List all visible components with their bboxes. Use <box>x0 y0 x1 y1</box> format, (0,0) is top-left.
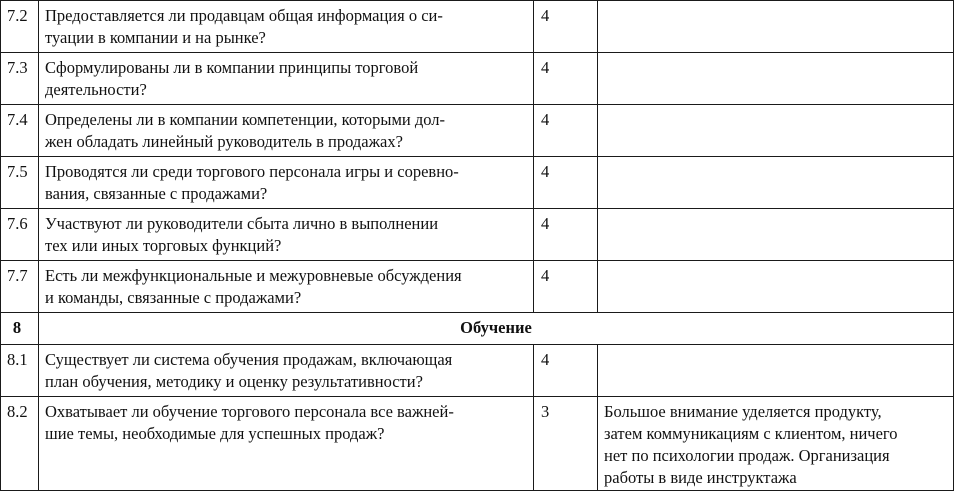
comment-text <box>598 209 954 261</box>
question-text: Существует ли система обучения продажам, включающая план обучения, методику и оценку результативности? <box>39 345 534 397</box>
table-row <box>1 105 954 157</box>
item-number: 7.3 <box>1 53 39 105</box>
section-header-row <box>1 313 954 345</box>
table-row <box>1 397 954 491</box>
score-value: 4 <box>534 209 598 261</box>
score-value: 4 <box>534 53 598 105</box>
question-text: Определены ли в компании компетенции, которыми дол- жен обладать линейный руководитель в продажах? <box>39 105 534 157</box>
comment-text <box>598 157 954 209</box>
comment-text <box>598 53 954 105</box>
comment-text <box>598 105 954 157</box>
item-number: 8.2 <box>1 397 39 491</box>
table-row <box>1 261 954 313</box>
question-text: Охватывает ли обучение торгового персонала все важней- шие темы, необходимые для успешных продаж? <box>39 397 534 491</box>
section-title: Обучение <box>39 313 954 345</box>
question-text: Сформулированы ли в компании принципы торговой деятельности? <box>39 53 534 105</box>
item-number: 7.6 <box>1 209 39 261</box>
question-text: Есть ли межфункциональные и межуровневые обсуждения и команды, связанные с продажами? <box>39 261 534 313</box>
comment-text <box>598 1 954 53</box>
comment-text: Большое внимание уделяется продукту, затем коммуникациям с клиентом, ничего нет по психологии продаж. Организация работы в виде инструктажа <box>598 397 954 491</box>
question-text: Участвуют ли руководители сбыта лично в выполнении тех или иных торговых функций? <box>39 209 534 261</box>
question-text: Предоставляется ли продавцам общая информация о си- туации в компании и на рынке? <box>39 1 534 53</box>
item-number: 7.7 <box>1 261 39 313</box>
score-value: 4 <box>534 261 598 313</box>
item-number: 7.4 <box>1 105 39 157</box>
item-number: 8.1 <box>1 345 39 397</box>
question-text: Проводятся ли среди торгового персонала игры и соревно- вания, связанные с продажами? <box>39 157 534 209</box>
item-number: 7.5 <box>1 157 39 209</box>
score-value: 4 <box>534 345 598 397</box>
table-row <box>1 1 954 53</box>
table-row <box>1 157 954 209</box>
table-row <box>1 209 954 261</box>
score-value: 3 <box>534 397 598 491</box>
table-row <box>1 345 954 397</box>
table-row <box>1 53 954 105</box>
comment-text <box>598 345 954 397</box>
score-value: 4 <box>534 1 598 53</box>
comment-text <box>598 261 954 313</box>
section-number: 8 <box>1 313 39 345</box>
item-number: 7.2 <box>1 1 39 53</box>
score-value: 4 <box>534 105 598 157</box>
score-value: 4 <box>534 157 598 209</box>
